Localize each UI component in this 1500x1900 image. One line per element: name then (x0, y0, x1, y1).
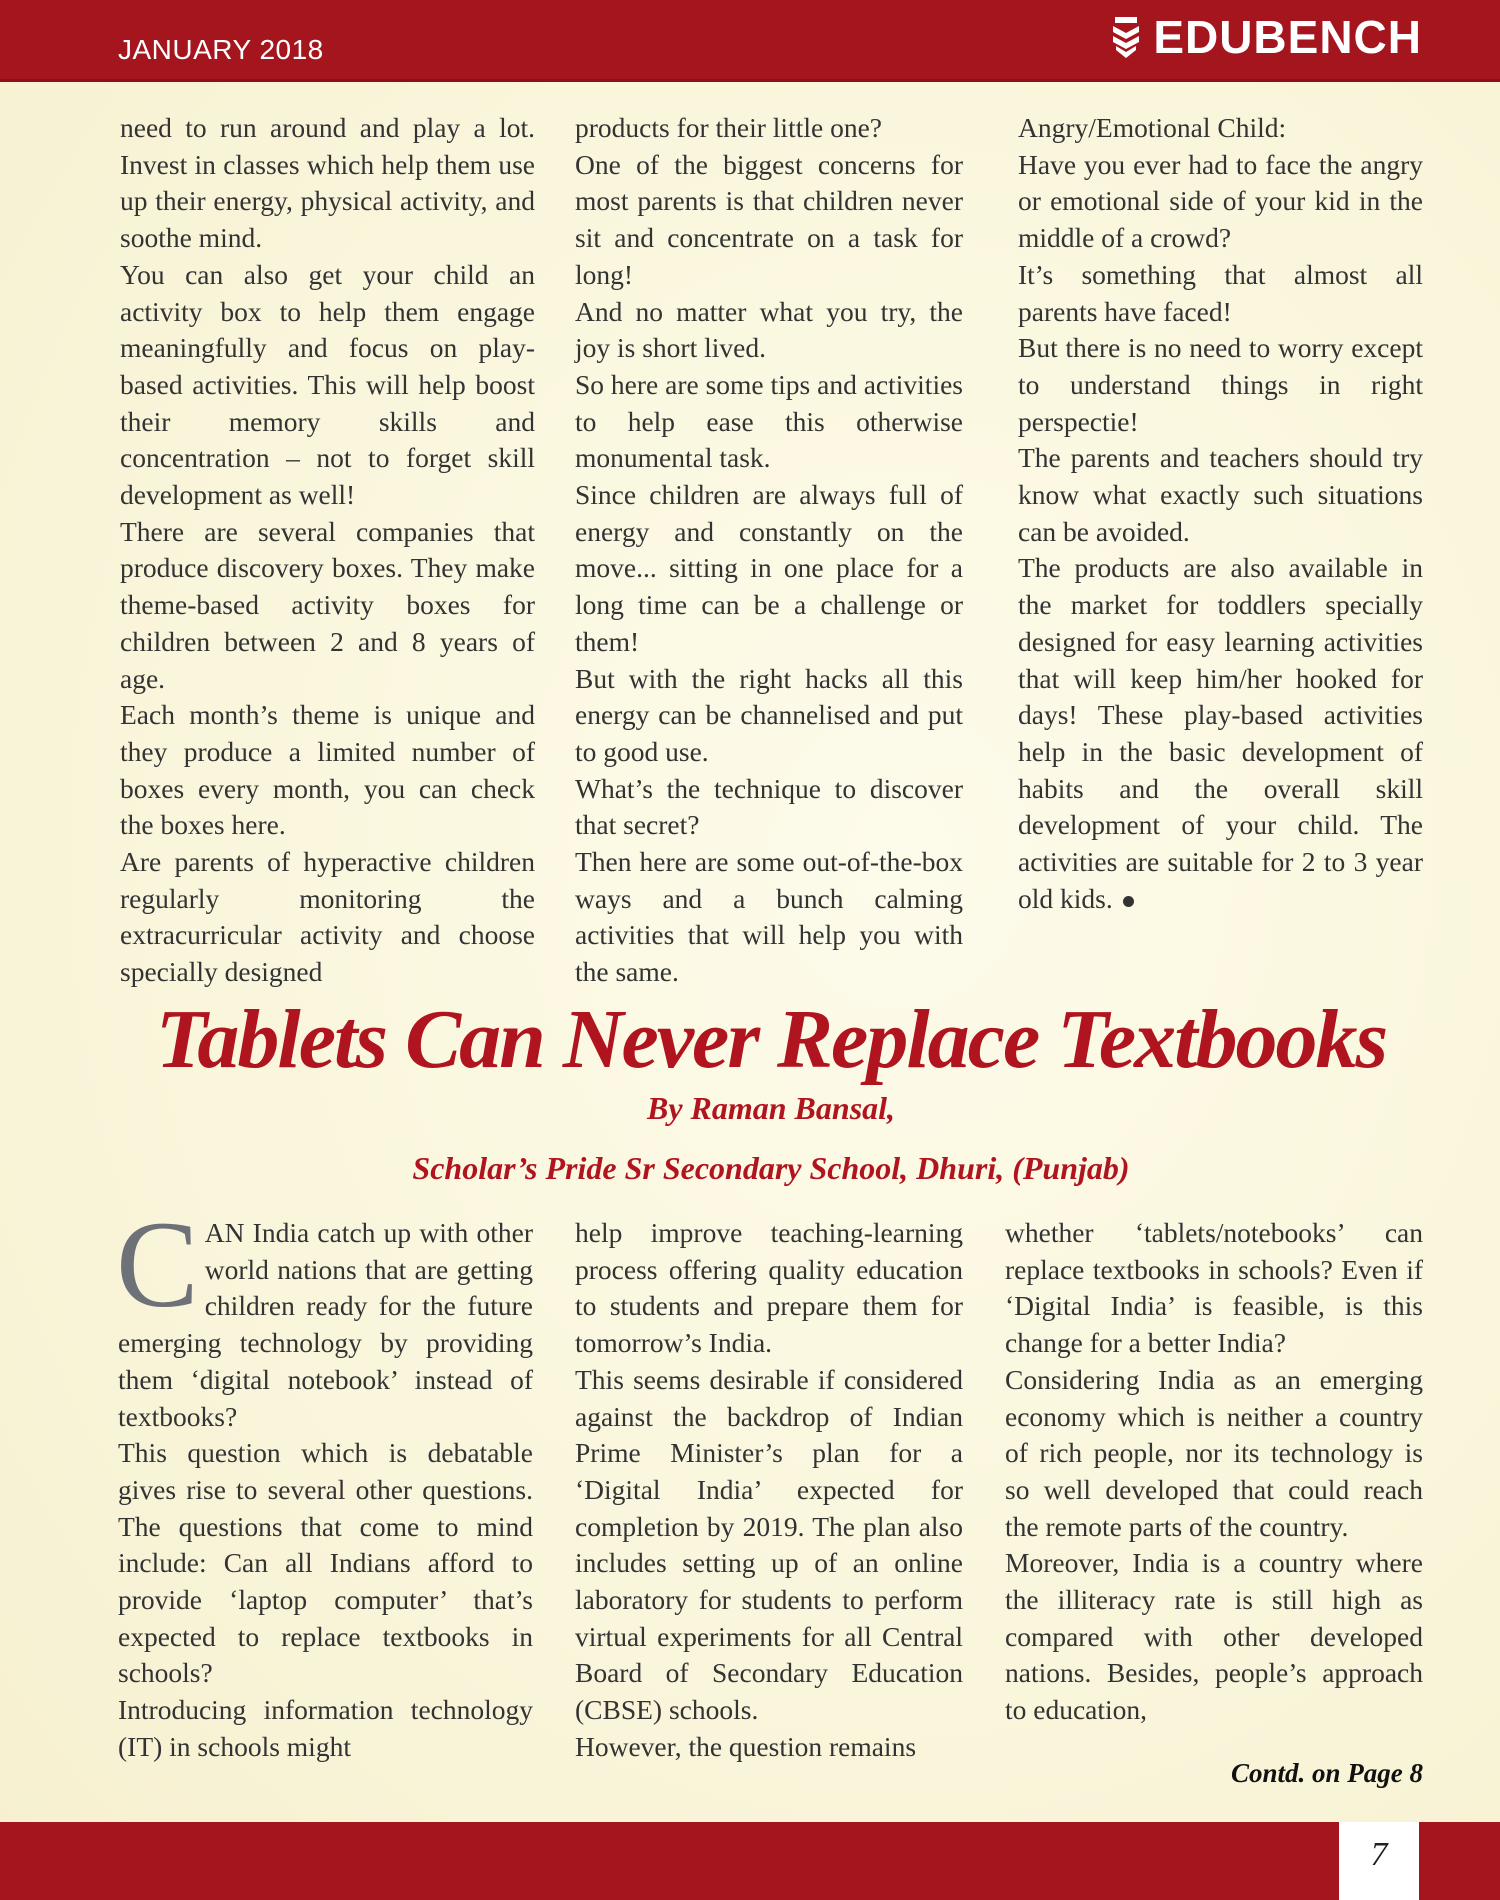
article-byline: By Raman Bansal, (646, 1090, 896, 1126)
drop-cap: C (116, 1196, 199, 1333)
paragraph: One of the biggest concerns for most parents is that children never sit and concentrate on a task for long! (575, 148, 963, 290)
paragraph: need to run around and play a lot. Invest in classes which help them use up their energy, physical activity, and soothe mind. (120, 112, 535, 254)
paragraph (116, 1196, 533, 1435)
paragraph: You can also get your child an activity box to help them engage meaningfully and focus on play-based activities. This will help boost their memory skills and concentration – not to forget skill development as well! (120, 258, 535, 511)
paragraph: Since children are always full of energy and constantly on the move... sitting in one place for a long time can be a challenge or them! (575, 479, 963, 657)
paragraph: help improve teaching-learning process offering quality education to students and prepare them for tomorrow’s India. (575, 1217, 963, 1359)
author-school: Scholar’s Pride Sr Secondary School, Dhuri, (Punjab) (412, 1150, 1130, 1186)
paragraph-text: AN India catch up with other world nations that are getting children ready for the future emerging technology by providing them ‘digital notebook’ instead of textbooks? (118, 1217, 533, 1432)
paragraph: Considering India as an emerging economy which is neither a country of rich people, nor its technology is so well developed that could reach the remote parts of the country. (1005, 1363, 1423, 1542)
paragraph: Are parents of hyperactive children regularly monitoring the extracurricular activity and choose specially designed (120, 846, 535, 988)
paragraph: Moreover, India is a country where the illiteracy rate is still high as compared with other developed nations. Besides, people’s approach to education, (1005, 1547, 1423, 1726)
paragraph: But with the right hacks all this energy can be channelised and put to good use. (575, 662, 963, 767)
paragraph: The parents and teachers should try know what exactly such situations can be avoided. (1018, 442, 1423, 547)
paragraph: products for their little one? (575, 112, 882, 143)
header-bar (0, 0, 1500, 82)
paragraph: But there is no need to worry except to understand things in right perspectie! (1018, 332, 1423, 437)
paragraph: This seems desirable if considered against the backdrop of Indian Prime Minister’s plan for a ‘Digital India’ expected for completion by 2019. The plan also includes setting up of an online laboratory for students to perform virtual experiments for all Central Board of Secondary Education (CBSE) schools. (575, 1363, 963, 1726)
paragraph (1018, 550, 1423, 917)
paragraph: Angry/Emotional Child: (1018, 112, 1287, 143)
paragraph: Each month’s theme is unique and they produce a limited number of boxes every month, you can check the boxes here. (120, 699, 535, 841)
continued-note: Contd. on Page 8 (1230, 1758, 1423, 1788)
paragraph: However, the question remains (575, 1730, 917, 1762)
article-column-2 (575, 1215, 963, 1766)
page-number: 7 (1370, 1836, 1388, 1873)
issue-date: JANUARY 2018 (118, 34, 324, 65)
prev-article-column-1 (120, 110, 535, 991)
paragraph: Introducing information technology (IT) in schools might (118, 1694, 533, 1762)
paragraph: So here are some tips and activities to help ease this otherwise monumental task. (575, 368, 963, 474)
paragraph: This question which is debatable gives rise to several other questions. The questions that come to mind include: Can all Indians afford to provide ‘laptop computer’ that’s expected to replace textbooks in schools? (118, 1437, 533, 1689)
footer-bar (0, 1822, 1500, 1900)
prev-article-column-2 (575, 110, 963, 991)
paragraph: Then here are some out-of-the-box ways and a bunch calming activities that will help you with the same. (575, 846, 963, 988)
brand-logo (1111, 12, 1422, 62)
paragraph: whether ‘tablets/notebooks’ can replace textbooks in schools? Even if ‘Digital India’ is feasible, is this change for a better India? (1005, 1217, 1423, 1359)
paragraph-text: The products are also available in the market for toddlers specially designed for easy learning activities that will keep him/her hooked for days! These play-based activities help in the basic development of habits and the overall skill development of your child. The activities are suitable for 2 to 3 year old kids. (1018, 552, 1423, 914)
article-headline: Tablets Can Never Replace Textbooks (155, 993, 1387, 1086)
prev-article-column-3 (1018, 110, 1423, 917)
article-column-3 (1005, 1215, 1423, 1729)
paragraph: And no matter what you try, the joy is short lived. (575, 295, 963, 364)
end-mark-icon (1123, 896, 1134, 907)
brand-name: EDUBENCH (1153, 11, 1422, 63)
paragraph: What’s the technique to discover that secret? (575, 772, 963, 841)
paragraph: It’s something that almost all parents have faced! (1018, 258, 1423, 327)
article-column-1 (116, 1196, 533, 1766)
paragraph: There are several companies that produce discovery boxes. They make theme-based activity boxes for children between 2 and 8 years of age. (120, 515, 535, 694)
shield-chevron-icon (1111, 15, 1141, 59)
paragraph: Have you ever had to face the angry or emotional side of your kid in the middle of a crowd? (1018, 148, 1423, 254)
